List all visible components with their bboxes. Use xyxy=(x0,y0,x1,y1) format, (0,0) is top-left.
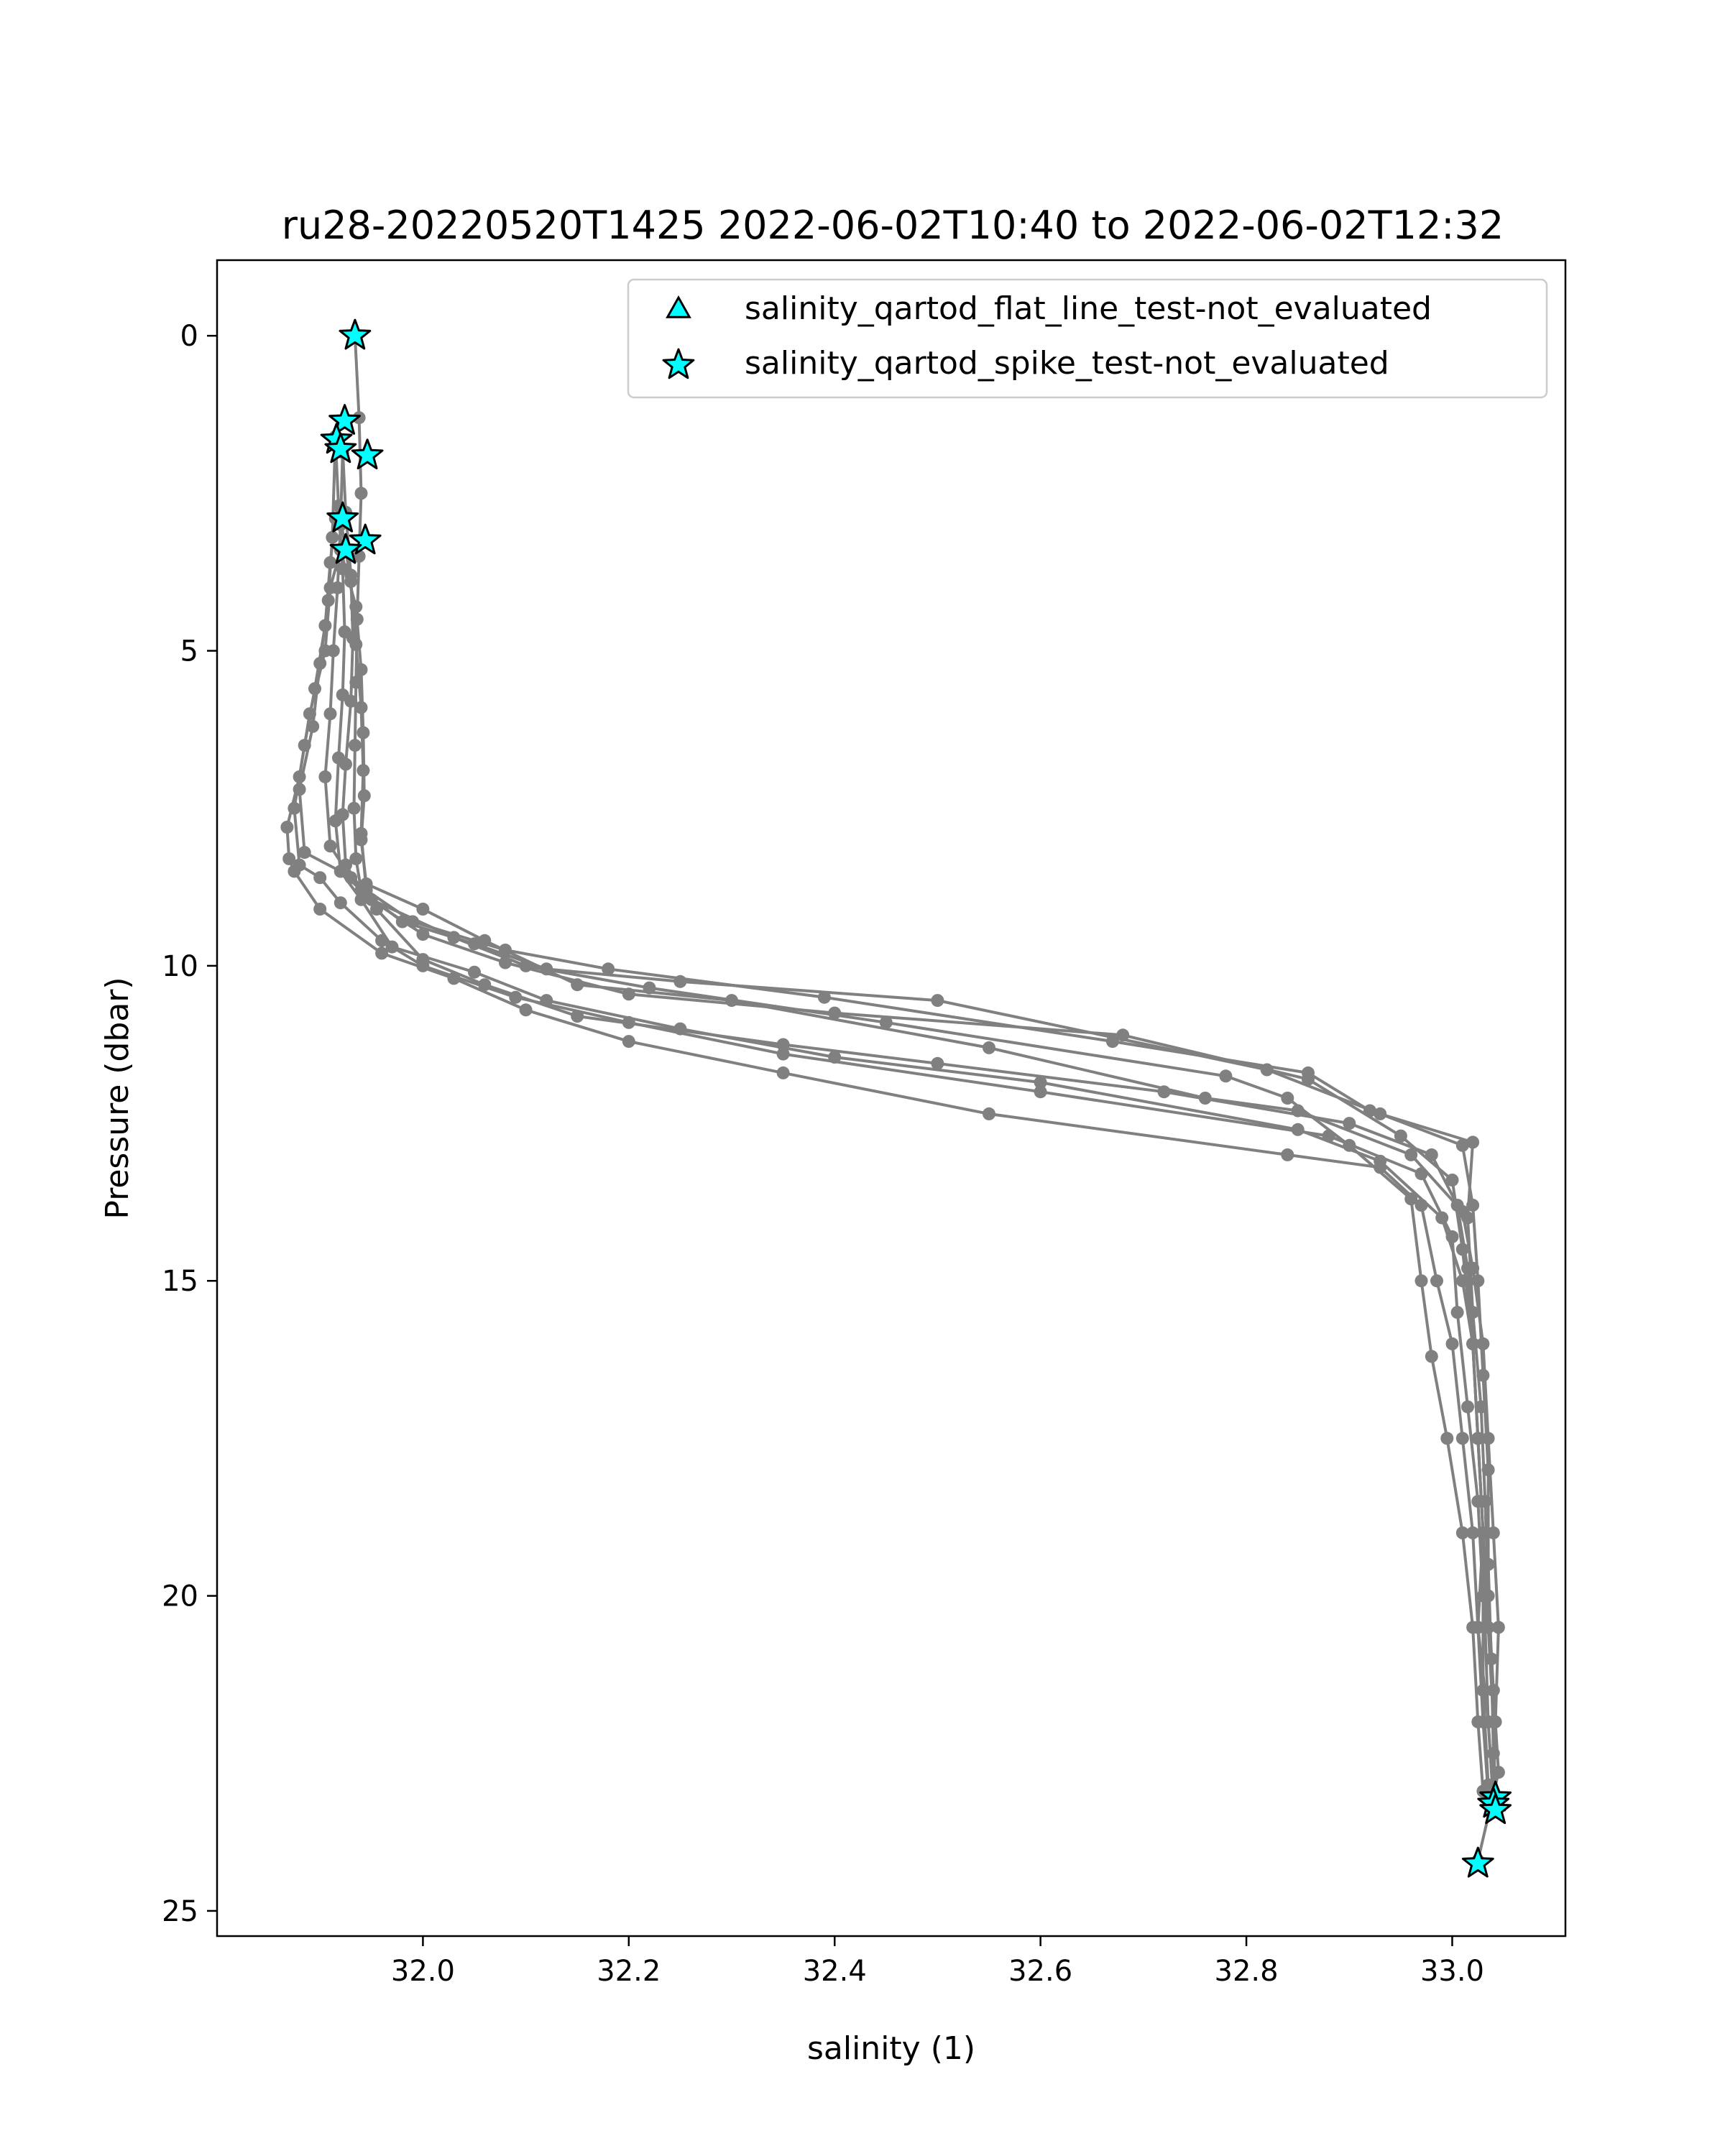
data-point-6-4 xyxy=(358,789,371,802)
data-point-8-8 xyxy=(499,944,512,957)
data-point-8-10 xyxy=(818,991,831,1004)
y-tick-label-3: 15 xyxy=(162,1265,198,1299)
data-point-1-20 xyxy=(324,707,337,720)
data-point-5-5 xyxy=(1446,1337,1459,1350)
data-point-4-6 xyxy=(329,814,342,827)
data-point-6-12 xyxy=(1199,1092,1212,1105)
data-point-8-19 xyxy=(1482,1590,1495,1603)
data-point-8-15 xyxy=(1461,1212,1474,1225)
data-point-5-16 xyxy=(313,903,326,916)
data-point-8-16 xyxy=(1466,1306,1479,1319)
chart-title: ru28-20220520T1425 2022-06-02T10:40 to 2022-06-02T12:32 xyxy=(281,203,1504,248)
data-point-7-12 xyxy=(509,991,522,1004)
data-point-8-14 xyxy=(1466,1135,1479,1148)
data-point-7-6 xyxy=(1446,1230,1459,1243)
data-point-6-16 xyxy=(1466,1262,1479,1275)
data-point-8-18 xyxy=(1478,1495,1491,1508)
y-tick-label-1: 5 xyxy=(180,635,198,668)
data-point-8-21 xyxy=(1492,1766,1505,1779)
data-point-6-20 xyxy=(1492,1621,1505,1634)
data-point-7-9 xyxy=(1034,1085,1047,1098)
y-tick-label-4: 20 xyxy=(162,1580,198,1613)
data-point-8-6 xyxy=(360,884,373,897)
data-point-3-14 xyxy=(468,966,481,979)
data-point-8-9 xyxy=(602,962,615,975)
data-point-1-19 xyxy=(318,770,331,783)
data-point-6-10 xyxy=(725,994,738,1007)
data-point-2-17 xyxy=(1456,1243,1469,1256)
data-point-8-3 xyxy=(355,701,368,714)
data-point-7-19 xyxy=(298,739,311,752)
x-tick-label-4: 32.8 xyxy=(1214,1955,1279,1988)
data-point-0-7 xyxy=(348,802,361,815)
data-point-7-11 xyxy=(622,1016,635,1029)
y-tick-label-5: 25 xyxy=(162,1894,198,1928)
data-point-5-15 xyxy=(375,946,388,959)
data-point-7-16 xyxy=(313,871,326,884)
data-point-7-14 xyxy=(375,934,388,947)
data-point-0-14 xyxy=(931,994,944,1007)
data-point-7-17 xyxy=(293,859,306,872)
data-point-6-14 xyxy=(1404,1148,1417,1161)
data-point-6-19 xyxy=(1487,1526,1500,1539)
data-point-7-20 xyxy=(308,682,321,695)
data-point-4-14 xyxy=(1281,1092,1294,1105)
x-tick-label-5: 33.0 xyxy=(1420,1955,1485,1988)
data-point-1-18 xyxy=(324,839,337,852)
data-point-6-9 xyxy=(571,978,584,991)
data-point-8-2 xyxy=(349,638,362,651)
x-tick-label-3: 32.6 xyxy=(1008,1955,1073,1988)
legend xyxy=(628,280,1547,397)
data-point-4-5 xyxy=(332,752,345,765)
data-point-5-19 xyxy=(280,821,293,834)
data-point-0-2 xyxy=(355,487,368,499)
data-point-8-11 xyxy=(1106,1035,1119,1048)
data-point-8-12 xyxy=(1302,1067,1315,1079)
data-point-7-4 xyxy=(1461,1401,1474,1414)
data-point-4-18 xyxy=(1425,1350,1438,1363)
data-point-5-3 xyxy=(1466,1526,1479,1539)
data-point-5-6 xyxy=(1430,1274,1443,1287)
data-point-4-13 xyxy=(1219,1069,1232,1082)
data-point-5-9 xyxy=(1281,1148,1294,1161)
data-point-6-13 xyxy=(1292,1105,1305,1118)
data-point-5-4 xyxy=(1456,1432,1469,1445)
x-tick-label-0: 32.0 xyxy=(390,1955,455,1988)
x-tick-label-2: 32.4 xyxy=(802,1955,867,1988)
data-point-2-15 xyxy=(1394,1130,1407,1143)
legend-label-flat-line: salinity_qartod_flat_line_test-not_evaluated xyxy=(745,290,1432,327)
data-point-4-3 xyxy=(339,625,351,638)
data-point-8-1 xyxy=(344,575,357,588)
y-axis-label: Pressure (dbar) xyxy=(99,977,136,1220)
plot-area xyxy=(217,260,1565,1936)
data-point-7-22 xyxy=(324,556,337,569)
data-point-6-17 xyxy=(1476,1337,1489,1350)
data-point-5-8 xyxy=(1374,1161,1386,1174)
data-point-6-11 xyxy=(983,1041,995,1054)
data-point-7-21 xyxy=(318,619,331,632)
x-tick-label-1: 32.2 xyxy=(597,1955,661,1988)
data-point-0-6 xyxy=(349,739,362,752)
data-point-8-4 xyxy=(356,764,369,777)
data-point-5-1 xyxy=(1476,1715,1489,1728)
x-axis-label: salinity (1) xyxy=(806,2030,976,2067)
data-point-8-7 xyxy=(406,916,419,929)
data-point-7-18 xyxy=(288,802,300,815)
data-point-8-5 xyxy=(355,827,368,840)
plot-background xyxy=(217,260,1565,1936)
data-point-5-11 xyxy=(777,1067,790,1079)
y-tick-label-0: 0 xyxy=(180,320,198,354)
legend-label-spike: salinity_qartod_spike_test-not_evaluated xyxy=(745,345,1389,382)
data-point-6-7 xyxy=(416,903,429,916)
data-point-7-5 xyxy=(1451,1306,1464,1319)
data-point-5-13 xyxy=(520,1003,533,1016)
data-point-8-13 xyxy=(1363,1105,1376,1118)
data-point-3-6 xyxy=(1456,1274,1469,1287)
data-point-4-19 xyxy=(1440,1432,1453,1445)
y-tick-label-2: 10 xyxy=(162,949,198,983)
data-point-7-10 xyxy=(777,1048,790,1061)
data-point-4-7 xyxy=(334,865,347,877)
data-point-5-12 xyxy=(622,1035,635,1048)
data-point-4-4 xyxy=(336,688,349,701)
data-point-7-7 xyxy=(1415,1167,1428,1180)
data-point-4-17 xyxy=(1415,1274,1428,1287)
data-point-2-16 xyxy=(1446,1174,1459,1187)
data-point-7-13 xyxy=(416,959,429,972)
data-point-7-8 xyxy=(1322,1130,1335,1143)
data-point-8-20 xyxy=(1487,1684,1500,1697)
data-point-5-7 xyxy=(1415,1199,1428,1212)
data-point-5-10 xyxy=(983,1107,995,1120)
data-point-8-17 xyxy=(1475,1401,1488,1414)
data-point-2-9 xyxy=(416,928,429,941)
data-point-7-15 xyxy=(334,896,347,909)
data-point-5-23 xyxy=(324,581,337,594)
